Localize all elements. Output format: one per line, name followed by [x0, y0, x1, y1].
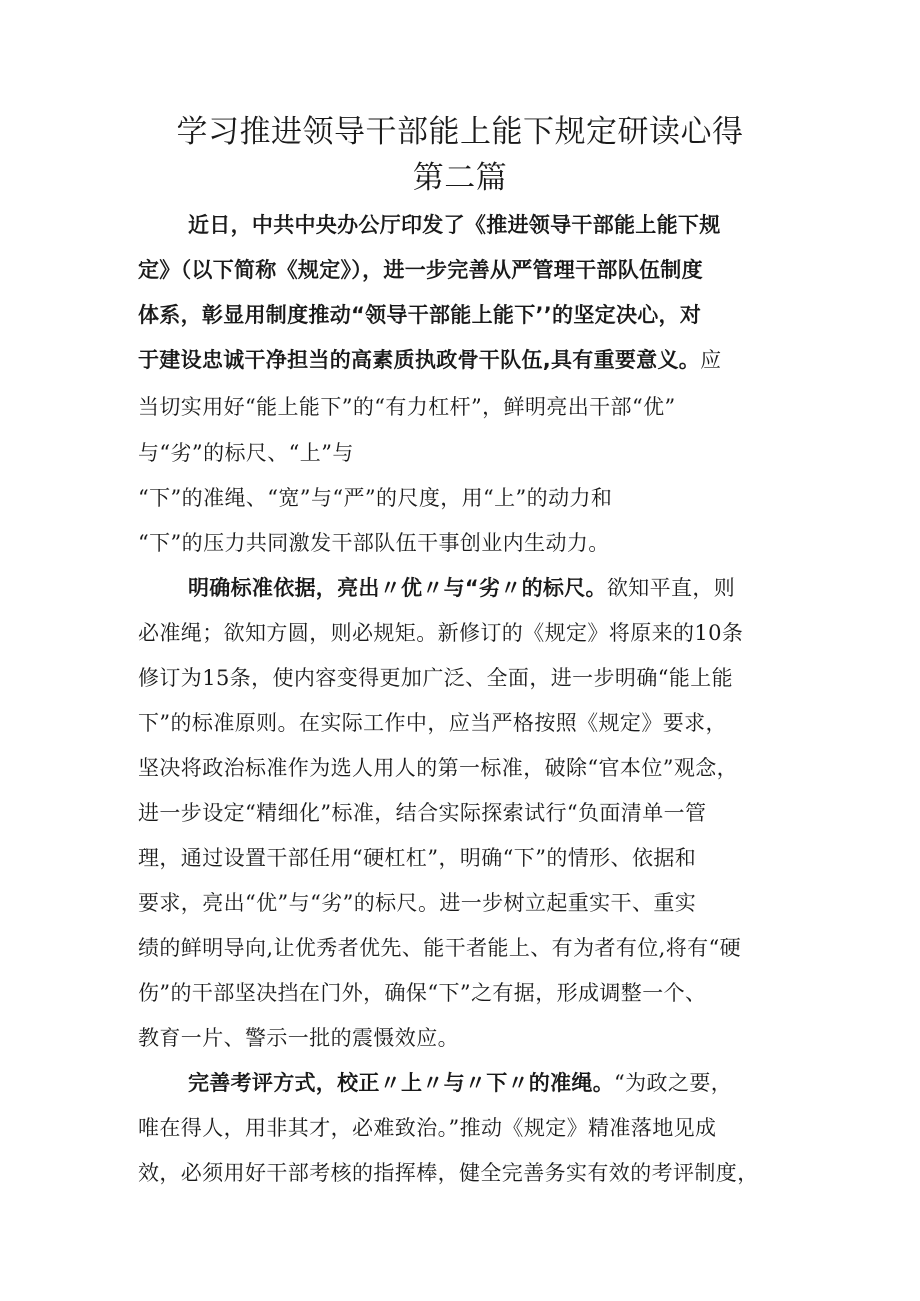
document-title: 学习推进领导干部能上能下规定研读心得 — [176, 114, 744, 150]
paragraph-3-line-1-rest: “为政之要， — [614, 1071, 733, 1095]
paragraph-2-line-10: 伤”的干部坚决挡在门外，确保“下”之有据，形成调整一个、 — [138, 981, 707, 1005]
paragraph-2-line-1-rest: 欲知平直，则 — [606, 576, 736, 600]
paragraph-2-line-5: 坚决将政治标准作为选人用人的第一标准，破除“官本位”观念， — [138, 756, 739, 780]
paragraph-1-line-7: “下”的准绳、“宽”与“严”的尺度，用“上”的动力和 — [138, 486, 613, 510]
paragraph-1-line-2: 定》（以下简称《规定》），进一步完善从严管理干部队伍制度 — [138, 258, 703, 282]
paragraph-3-line-2: 唯在得人，用非其才，必难致治。”推动《规定》精准落地见成 — [138, 1116, 717, 1140]
paragraph-1-line-6: 与“劣”的标尺、“上”与 — [138, 441, 354, 465]
paragraph-2-line-8: 要求，亮出“优”与“劣”的标尺。进一步树立起重实干、重实 — [138, 891, 697, 915]
paragraph-2-line-1 — [188, 573, 735, 603]
paragraph-2-line-6: 进一步设定“精细化”标准，结合实际探索试行“负面清单一管 — [138, 801, 707, 825]
paragraph-3-line-1 — [188, 1068, 732, 1098]
paragraph-3-heading: 完善考评方式，校正〃上〃与〃下〃的准绳。 — [188, 1071, 614, 1095]
paragraph-2-heading: 明确标准依据，亮出〃优〃与“劣〃的标尺。 — [188, 576, 607, 600]
paragraph-2-line-4: 下”的标准原则。在实际工作中，应当严格按照《规定》要求， — [138, 711, 727, 735]
paragraph-1-line-1: 近日，中共中央办公厅印发了《推进领导干部能上能下规 — [188, 213, 721, 237]
paragraph-1-line-4-rest: 应 — [700, 348, 722, 372]
paragraph-2-line-9: 绩的鲜明导向,让优秀者优先、能干者能上、有为者有位,将有“硬 — [138, 936, 742, 960]
paragraph-1-line-3: 体系，彰显用制度推动“领导干部能上能下’’的坚定决心，对 — [138, 303, 702, 327]
paragraph-2-line-7: 理，通过设置干部任用“硬杠杠”，明确“下”的情形、依据和 — [138, 846, 697, 870]
document-subtitle: 第二篇 — [412, 160, 508, 196]
paragraph-1-line-5: 当切实用好“能上能下”的“有力杠杆”，鲜明亮出干部“优” — [138, 395, 676, 419]
paragraph-1-emphasis: 于建设忠诚干净担当的高素质执政骨干队伍,具有重要意义。 — [138, 348, 701, 372]
paragraph-2-line-11: 教育一片、警示一批的震慑效应。 — [138, 1026, 459, 1050]
paragraph-3-line-3: 效，必须用好干部考核的指挥棒，健全完善务实有效的考评制度， — [138, 1161, 759, 1185]
paragraph-2-line-3: 修订为15条，使内容变得更加广泛、全面，进一步明确“能上能 — [138, 666, 734, 690]
paragraph-2-line-2: 必准绳；欲知方圆，则必规矩。新修订的《规定》将原来的10条 — [138, 621, 744, 645]
paragraph-1-line-4 — [138, 345, 721, 375]
paragraph-1-line-8: “下”的压力共同激发干部队伍干事创业内生动力。 — [138, 531, 610, 555]
